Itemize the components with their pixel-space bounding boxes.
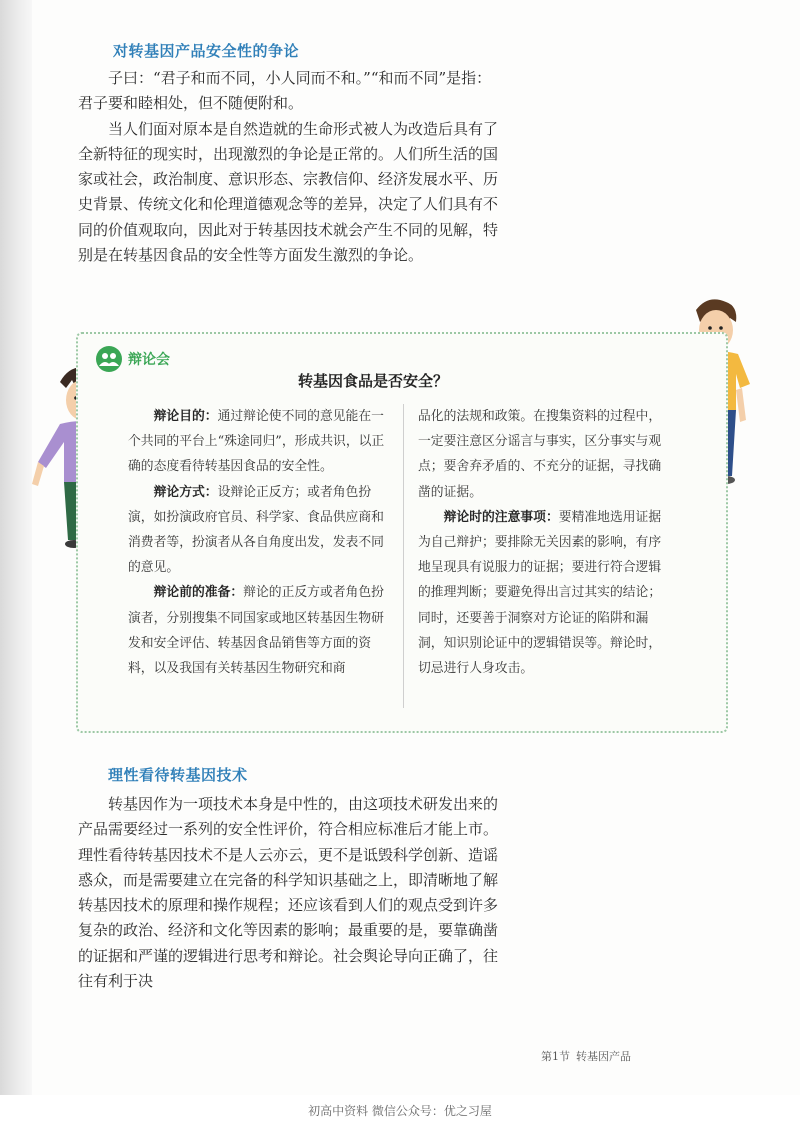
debate-item	[128, 580, 388, 681]
debate-text: 通过辩论使不同的意见能在一个共同的平台上“殊途同归”，形成共识，以正确的态度看待转基因食品的安全性。	[128, 409, 385, 475]
debate-label-text: 辩论会	[128, 352, 170, 368]
debate-continuation: 品化的法规和政策。在搜集资料的过程中，一定要注意区分谣言与事实，区分事实与观点；要舍弃矛盾的、不充分的证据，寻找确凿的证据。	[418, 409, 662, 500]
debate-text: 设辩论正反方；或者角色扮演，如扮演政府官员、科学家、食品供应商和消费者等，扮演者从各自角度出发，发表不同的意见。	[128, 484, 384, 576]
debate-item	[418, 505, 663, 681]
debate-item	[128, 480, 388, 581]
section2-body	[78, 792, 503, 994]
debate-term: 辩论时的注意事项：	[443, 509, 559, 525]
running-footer	[541, 1048, 631, 1064]
section1-body	[78, 66, 503, 268]
debate-text: 要精准地选用证据为自己辩护；要排除无关因素的影响，有序地呈现具有说服力的证据；要进行符合逻辑的推理判断；要避免得出言过其实的结论；同时，还要善于洞察对方论证的陷阱和漏洞，知识别论证中的逻辑错误等。辩论时，切忌进行人身攻击。	[418, 509, 662, 677]
debate-item	[128, 404, 388, 480]
watermark-text: 初高中资料 微信公众号：优之习屋	[308, 1104, 492, 1118]
debate-right-column	[418, 404, 663, 681]
section1-paragraph: 当人们面对原本是自然造就的生命形式被人为改造后具有了全新特征的现实时，出现激烈的争论是正常的。人们所生活的国家或社会，政治制度、意识形态、宗教信仰、经济发展水平、历史背景、传统文化和伦理道德观念等的差异，决定了人们具有不同的价值观取向，因此对于转基因技术就会产生不同的见解，特别是在转基因食品的安全性等方面发生激烈的争论。	[78, 119, 499, 265]
footer-section-number: 第1节	[541, 1050, 570, 1063]
section-heading-controversy: 对转基因产品安全性的争论	[113, 42, 300, 60]
section1-paragraph: 子曰：“君子和而不同，小人同而不和。”“和而不同”是指：君子要和睦相处，但不随便附和。	[78, 69, 492, 113]
column-divider	[403, 404, 404, 708]
page-binding-edge	[0, 0, 32, 1095]
footer-section-title: 转基因产品	[576, 1050, 631, 1063]
people-group-icon	[96, 346, 122, 372]
debate-title: 转基因食品是否安全？	[298, 372, 449, 390]
debate-left-column	[128, 404, 388, 681]
section2-paragraph: 转基因作为一项技术本身是中性的，由这项技术研发出来的产品需要经过一系列的安全性评价，符合相应标准后才能上市。理性看待转基因技术不是人云亦云，更不是诋毁科学创新、造谣惑众，而是需要建立在完备的科学知识基础之上，即清晰地了解转基因技术的原理和操作规程；还应该看到人们的观点受到许多复杂的政治、经济和文化等因素的影响；最重要的是，要靠确凿的证据和严谨的逻辑进行思考和辩论。社会舆论导向正确了，往往有利于决	[78, 795, 499, 991]
debate-term: 辩论方式：	[153, 484, 218, 500]
debate-term: 辩论目的：	[153, 409, 218, 424]
debate-label	[96, 346, 170, 372]
section-heading-rational: 理性看待转基因技术	[108, 766, 248, 784]
debate-term: 辩论前的准备：	[153, 585, 244, 601]
debate-text: 辩论的正反方或者角色扮演者，分别搜集不同国家或地区转基因生物研发和安全评估、转基因食品销售等方面的资料，以及我国有关转基因生物研究和商	[128, 585, 384, 677]
